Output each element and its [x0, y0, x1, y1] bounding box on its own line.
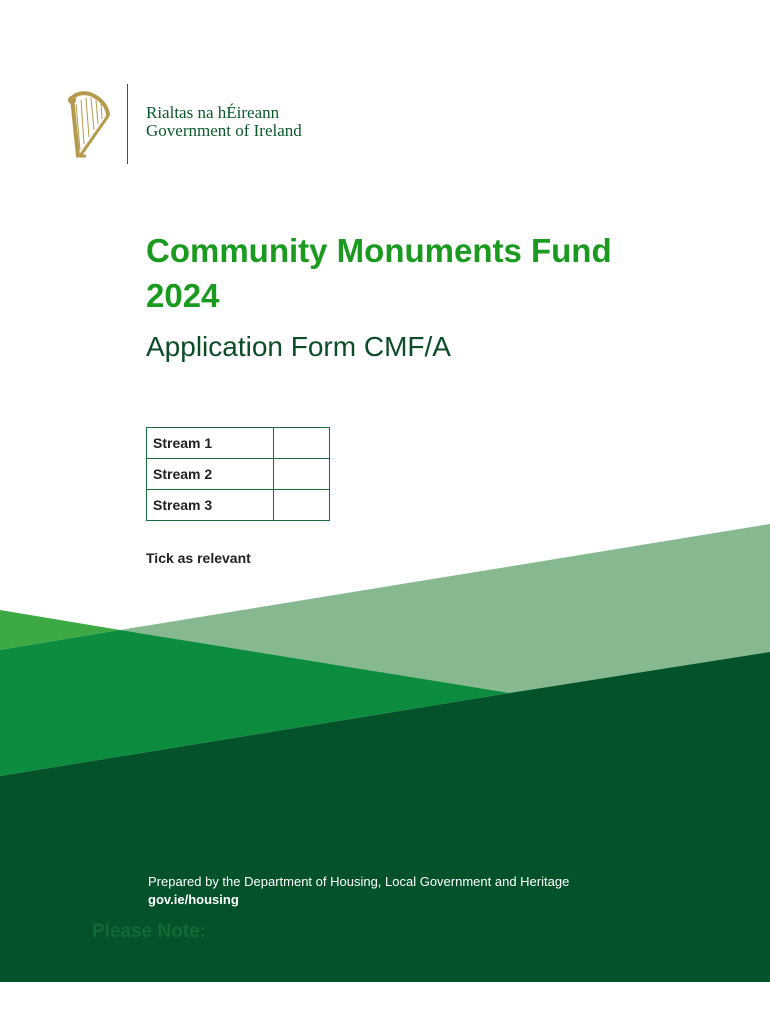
logo-english-text: Government of Ireland	[146, 121, 302, 140]
government-logo	[64, 84, 324, 166]
logo-irish-text: Rialtas na hÉireann	[146, 103, 280, 122]
stream-row	[147, 428, 330, 459]
stream-row	[147, 459, 330, 490]
stream-2-tick-box[interactable]	[274, 459, 330, 490]
document-subtitle: Application Form CMF/A	[146, 331, 451, 362]
title-line-2: 2024	[146, 277, 220, 314]
stream-2-label: Stream 2	[147, 459, 274, 490]
logo-wordmark	[146, 104, 302, 140]
harp-icon	[64, 90, 114, 162]
stream-3-tick-box[interactable]	[274, 490, 330, 521]
tick-instruction: Tick as relevant	[146, 550, 251, 566]
please-note-heading: Please Note:	[92, 921, 207, 942]
stream-1-label: Stream 1	[147, 428, 274, 459]
document-title	[146, 228, 706, 318]
stream-1-tick-box[interactable]	[274, 428, 330, 459]
title-line-1: Community Monuments Fund	[146, 232, 612, 269]
website-link[interactable]: gov.ie/housing	[148, 892, 239, 907]
stream-selection-table	[146, 427, 330, 521]
stream-row	[147, 490, 330, 521]
prepared-by-text: Prepared by the Department of Housing, Local Government and Heritage	[148, 874, 570, 889]
logo-divider	[127, 84, 128, 164]
stream-3-label: Stream 3	[147, 490, 274, 521]
